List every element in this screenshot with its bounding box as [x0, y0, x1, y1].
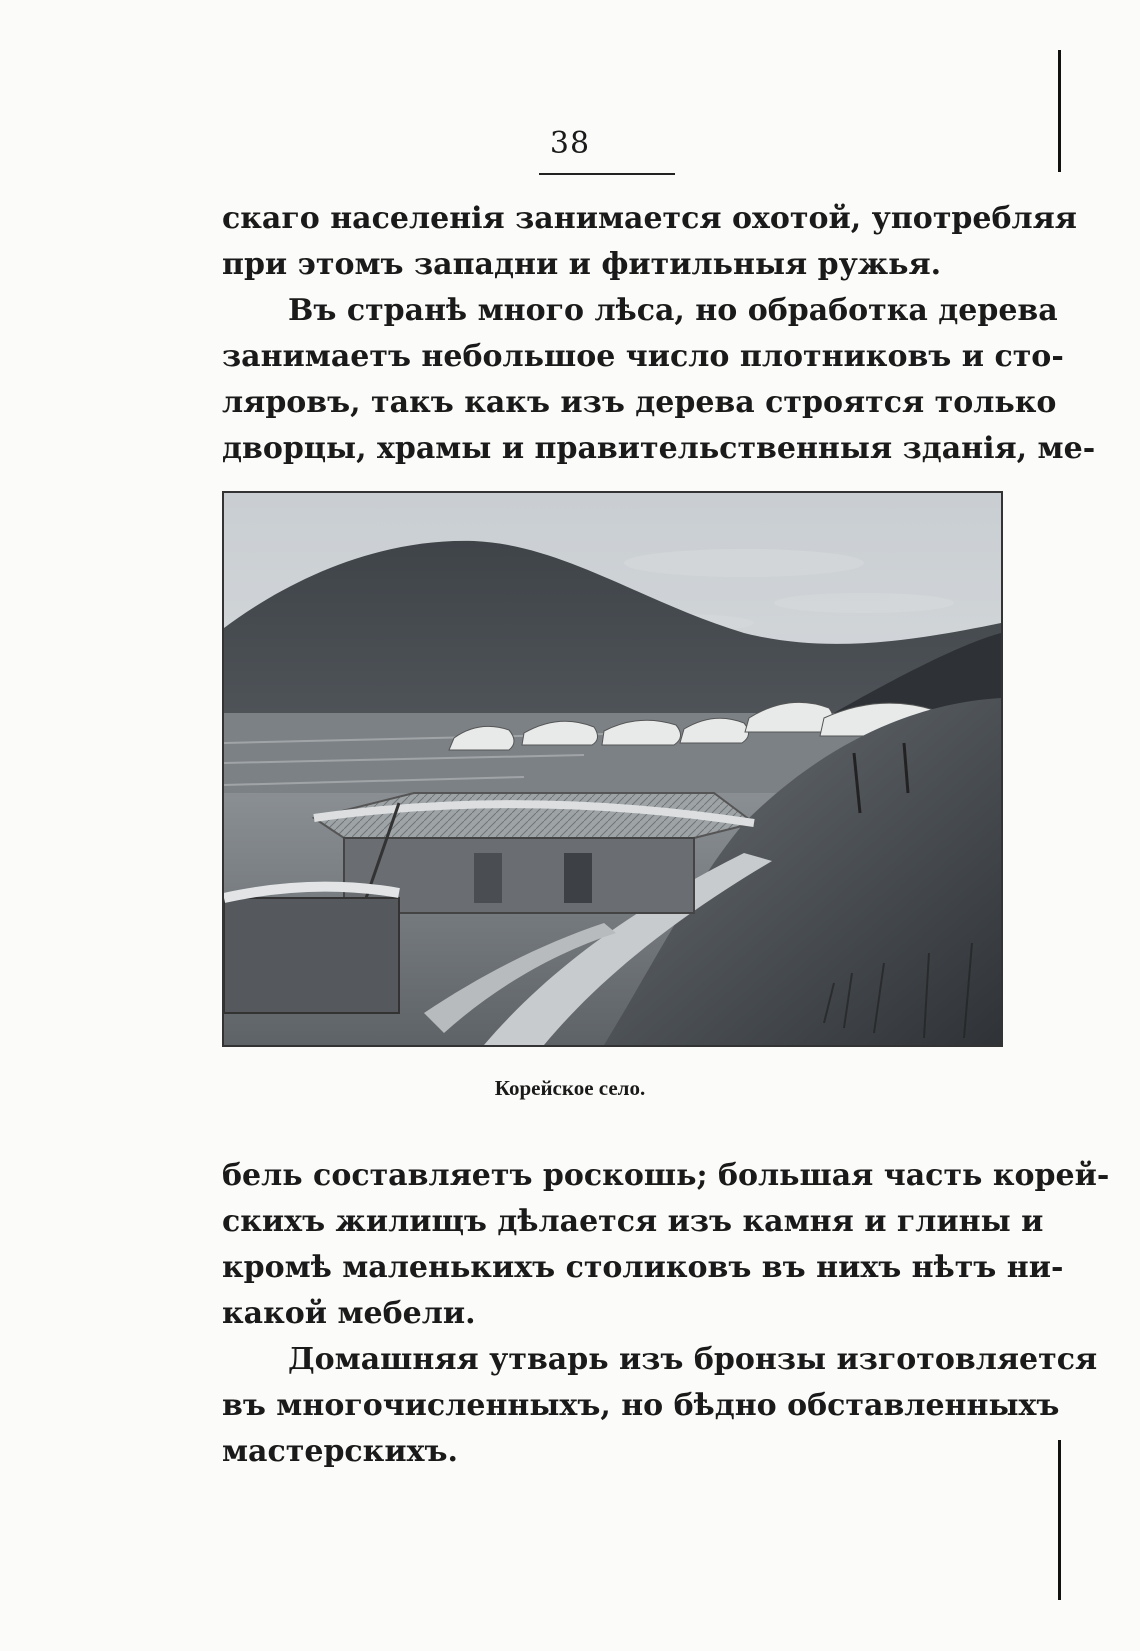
korean-village-illustration: [222, 491, 1003, 1047]
paragraph-bottom: [222, 1153, 1110, 1475]
text-line: кромѣ маленькихъ столиковъ въ нихъ нѣтъ ни-: [222, 1250, 1064, 1285]
text-line: скаго населенія занимается охотой, употребляя: [222, 201, 1077, 236]
page-number-rule: [539, 173, 675, 175]
text-line: Въ странѣ много лѣса, но обработка дерева: [288, 293, 1058, 328]
illustration-drawing: [224, 493, 1001, 1045]
text-line: ляровъ, такъ какъ изъ дерева строятся только: [222, 385, 1057, 420]
page-number: 38: [549, 126, 591, 161]
text-line: дворцы, храмы и правительственныя зданія, ме-: [222, 431, 1096, 466]
text-line: скихъ жилищъ дѣлается изъ камня и глины и: [222, 1204, 1044, 1239]
right-margin-line-bottom: [1058, 1440, 1061, 1600]
text-line: бель составляетъ роскошь; большая часть корей-: [222, 1158, 1110, 1193]
text-line: мастерскихъ.: [222, 1434, 458, 1469]
text-line: при этомъ западни и фитильныя ружья.: [222, 247, 942, 282]
text-line: въ многочисленныхъ, но бѣдно обставленныхъ: [222, 1388, 1060, 1423]
text-line: какой мебели.: [222, 1296, 476, 1331]
text-line: Домашняя утварь изъ бронзы изготовляется: [288, 1342, 1098, 1377]
text-line: занимаетъ небольшое число плотниковъ и сто-: [222, 339, 1064, 374]
paragraph-top: [222, 196, 1096, 472]
figure-caption: Корейское село.: [494, 1076, 646, 1100]
